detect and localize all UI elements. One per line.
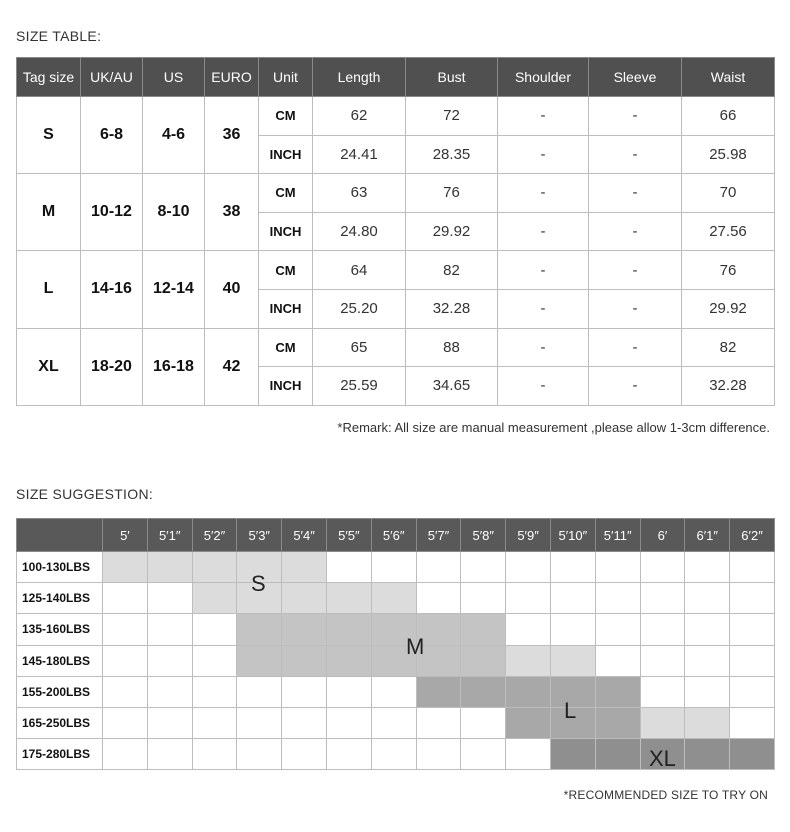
grid-cell bbox=[506, 583, 551, 614]
header-cell: Sleeve bbox=[589, 58, 682, 97]
weight-row bbox=[17, 676, 775, 707]
shoulder-cell: - bbox=[498, 97, 589, 136]
waist-cell: 29.92 bbox=[682, 289, 775, 328]
uk-au-cell: 6-8 bbox=[81, 97, 143, 174]
grid-cell bbox=[506, 614, 551, 645]
header-cell: Bust bbox=[406, 58, 498, 97]
grid-cell bbox=[595, 552, 640, 583]
height-header-cell: 5′ bbox=[103, 519, 148, 552]
bust-cell: 28.35 bbox=[406, 135, 498, 174]
weight-label-cell: 100-130LBS bbox=[17, 552, 103, 583]
sleeve-cell: - bbox=[589, 135, 682, 174]
waist-cell: 82 bbox=[682, 328, 775, 367]
size-table-title: SIZE TABLE: bbox=[16, 28, 102, 44]
grid-cell bbox=[640, 552, 685, 583]
unit-cell: CM bbox=[259, 174, 313, 213]
grid-cell bbox=[640, 583, 685, 614]
euro-cell: 36 bbox=[205, 97, 259, 174]
grid-cell bbox=[550, 552, 595, 583]
zone-label-m: M bbox=[406, 634, 425, 659]
euro-cell: 38 bbox=[205, 174, 259, 251]
shoulder-cell: - bbox=[498, 367, 589, 406]
unit-cell: CM bbox=[259, 97, 313, 136]
grid-cell bbox=[326, 552, 371, 583]
weight-label-cell: 155-200LBS bbox=[17, 676, 103, 707]
shoulder-cell: - bbox=[498, 328, 589, 367]
grid-cell bbox=[461, 676, 506, 707]
grid-cell bbox=[595, 739, 640, 770]
grid-cell bbox=[550, 645, 595, 676]
tag-size-cell: L bbox=[17, 251, 81, 328]
size-suggestion-grid bbox=[16, 518, 775, 770]
grid-cell bbox=[147, 583, 192, 614]
grid-cell bbox=[506, 552, 551, 583]
remark-note: *Remark: All size are manual measurement ,please allow 1-3cm difference. bbox=[337, 420, 770, 435]
grid-cell bbox=[192, 552, 237, 583]
length-cell: 64 bbox=[313, 251, 406, 290]
grid-cell bbox=[506, 739, 551, 770]
bust-cell: 34.65 bbox=[406, 367, 498, 406]
grid-cell bbox=[685, 739, 730, 770]
grid-cell bbox=[282, 552, 327, 583]
shoulder-cell: - bbox=[498, 289, 589, 328]
sleeve-cell: - bbox=[589, 289, 682, 328]
grid-cell bbox=[326, 583, 371, 614]
grid-cell bbox=[550, 614, 595, 645]
weight-row bbox=[17, 614, 775, 645]
grid-cell bbox=[685, 645, 730, 676]
grid-cell bbox=[730, 645, 775, 676]
height-header-cell: 5′4″ bbox=[282, 519, 327, 552]
waist-cell: 27.56 bbox=[682, 212, 775, 251]
us-cell: 12-14 bbox=[143, 251, 205, 328]
height-header-cell: 5′6″ bbox=[371, 519, 416, 552]
table-row bbox=[17, 174, 775, 213]
bust-cell: 72 bbox=[406, 97, 498, 136]
grid-cell bbox=[730, 583, 775, 614]
bust-cell: 82 bbox=[406, 251, 498, 290]
sleeve-cell: - bbox=[589, 174, 682, 213]
grid-cell bbox=[416, 707, 461, 738]
tag-size-cell: XL bbox=[17, 328, 81, 405]
grid-cell bbox=[640, 707, 685, 738]
weight-label-cell: 145-180LBS bbox=[17, 645, 103, 676]
header-cell: Waist bbox=[682, 58, 775, 97]
height-header-cell: 5′1″ bbox=[147, 519, 192, 552]
grid-cell bbox=[192, 707, 237, 738]
grid-cell bbox=[326, 645, 371, 676]
grid-cell bbox=[595, 676, 640, 707]
grid-cell bbox=[103, 707, 148, 738]
grid-cell bbox=[147, 614, 192, 645]
size-table-header-row bbox=[17, 58, 775, 97]
grid-cell bbox=[461, 583, 506, 614]
weight-label-cell: 165-250LBS bbox=[17, 707, 103, 738]
grid-cell bbox=[192, 583, 237, 614]
height-header-cell: 6′ bbox=[640, 519, 685, 552]
grid-cell bbox=[192, 614, 237, 645]
grid-cell bbox=[371, 552, 416, 583]
grid-cell bbox=[103, 739, 148, 770]
length-cell: 25.59 bbox=[313, 367, 406, 406]
sleeve-cell: - bbox=[589, 367, 682, 406]
grid-cell bbox=[237, 739, 282, 770]
weight-label-cell: 175-280LBS bbox=[17, 739, 103, 770]
header-cell: Unit bbox=[259, 58, 313, 97]
grid-cell bbox=[103, 552, 148, 583]
uk-au-cell: 14-16 bbox=[81, 251, 143, 328]
grid-cell bbox=[461, 552, 506, 583]
table-row bbox=[17, 328, 775, 367]
header-cell: US bbox=[143, 58, 205, 97]
tag-size-cell: S bbox=[17, 97, 81, 174]
tag-size-cell: M bbox=[17, 174, 81, 251]
bust-cell: 88 bbox=[406, 328, 498, 367]
recommend-note: *RECOMMENDED SIZE TO TRY ON bbox=[563, 788, 768, 802]
bust-cell: 76 bbox=[406, 174, 498, 213]
euro-cell: 40 bbox=[205, 251, 259, 328]
height-header-cell: 5′8″ bbox=[461, 519, 506, 552]
header-cell: EURO bbox=[205, 58, 259, 97]
unit-cell: CM bbox=[259, 251, 313, 290]
grid-cell bbox=[192, 739, 237, 770]
length-cell: 65 bbox=[313, 328, 406, 367]
grid-cell bbox=[506, 645, 551, 676]
height-header-cell: 5′10″ bbox=[550, 519, 595, 552]
waist-cell: 25.98 bbox=[682, 135, 775, 174]
height-header-cell: 5′9″ bbox=[506, 519, 551, 552]
grid-cell bbox=[326, 614, 371, 645]
grid-cell bbox=[237, 645, 282, 676]
weight-label-cell: 125-140LBS bbox=[17, 583, 103, 614]
us-cell: 16-18 bbox=[143, 328, 205, 405]
grid-cell bbox=[730, 707, 775, 738]
shoulder-cell: - bbox=[498, 212, 589, 251]
grid-cell bbox=[103, 614, 148, 645]
size-table bbox=[16, 57, 775, 406]
weight-row bbox=[17, 552, 775, 583]
waist-cell: 76 bbox=[682, 251, 775, 290]
grid-cell bbox=[192, 645, 237, 676]
height-header-cell: 5′11″ bbox=[595, 519, 640, 552]
grid-cell bbox=[595, 614, 640, 645]
grid-cell bbox=[640, 614, 685, 645]
shoulder-cell: - bbox=[498, 135, 589, 174]
unit-cell: INCH bbox=[259, 212, 313, 251]
weight-row bbox=[17, 583, 775, 614]
shoulder-cell: - bbox=[498, 174, 589, 213]
zone-label-xl: XL bbox=[649, 746, 676, 771]
grid-cell bbox=[371, 676, 416, 707]
length-cell: 63 bbox=[313, 174, 406, 213]
grid-cell bbox=[371, 583, 416, 614]
grid-cell bbox=[730, 676, 775, 707]
sleeve-cell: - bbox=[589, 328, 682, 367]
weight-row bbox=[17, 707, 775, 738]
suggestion-header-row bbox=[17, 519, 775, 552]
grid-cell bbox=[595, 707, 640, 738]
unit-cell: INCH bbox=[259, 367, 313, 406]
table-row bbox=[17, 251, 775, 290]
header-cell: Tag size bbox=[17, 58, 81, 97]
corner-cell bbox=[17, 519, 103, 552]
height-header-cell: 6′2″ bbox=[730, 519, 775, 552]
grid-cell bbox=[237, 676, 282, 707]
grid-cell bbox=[371, 739, 416, 770]
grid-cell bbox=[147, 707, 192, 738]
grid-cell bbox=[103, 645, 148, 676]
grid-cell bbox=[326, 739, 371, 770]
grid-cell bbox=[371, 707, 416, 738]
grid-cell bbox=[282, 676, 327, 707]
zone-label-s: S bbox=[251, 571, 266, 596]
weight-row bbox=[17, 645, 775, 676]
grid-cell bbox=[282, 645, 327, 676]
unit-cell: INCH bbox=[259, 289, 313, 328]
grid-cell bbox=[282, 739, 327, 770]
weight-label-cell: 135-160LBS bbox=[17, 614, 103, 645]
grid-cell bbox=[147, 676, 192, 707]
length-cell: 24.80 bbox=[313, 212, 406, 251]
height-header-cell: 5′3″ bbox=[237, 519, 282, 552]
length-cell: 24.41 bbox=[313, 135, 406, 174]
sleeve-cell: - bbox=[589, 97, 682, 136]
grid-cell bbox=[506, 676, 551, 707]
height-header-cell: 5′5″ bbox=[326, 519, 371, 552]
grid-cell bbox=[685, 614, 730, 645]
euro-cell: 42 bbox=[205, 328, 259, 405]
grid-cell bbox=[595, 645, 640, 676]
header-cell: Length bbox=[313, 58, 406, 97]
zone-label-l: L bbox=[564, 698, 577, 723]
grid-cell bbox=[461, 645, 506, 676]
height-header-cell: 5′2″ bbox=[192, 519, 237, 552]
grid-cell bbox=[416, 552, 461, 583]
grid-cell bbox=[237, 707, 282, 738]
grid-cell bbox=[595, 583, 640, 614]
waist-cell: 32.28 bbox=[682, 367, 775, 406]
bust-cell: 29.92 bbox=[406, 212, 498, 251]
bust-cell: 32.28 bbox=[406, 289, 498, 328]
unit-cell: CM bbox=[259, 328, 313, 367]
height-header-cell: 6′1″ bbox=[685, 519, 730, 552]
grid-cell bbox=[103, 583, 148, 614]
grid-cell bbox=[461, 707, 506, 738]
sleeve-cell: - bbox=[589, 212, 682, 251]
grid-cell bbox=[685, 552, 730, 583]
us-cell: 8-10 bbox=[143, 174, 205, 251]
grid-cell bbox=[282, 583, 327, 614]
grid-cell bbox=[326, 707, 371, 738]
grid-cell bbox=[282, 614, 327, 645]
grid-cell bbox=[147, 645, 192, 676]
shoulder-cell: - bbox=[498, 251, 589, 290]
grid-cell bbox=[416, 583, 461, 614]
grid-cell bbox=[685, 583, 730, 614]
us-cell: 4-6 bbox=[143, 97, 205, 174]
grid-cell bbox=[640, 645, 685, 676]
grid-cell bbox=[550, 739, 595, 770]
header-cell: UK/AU bbox=[81, 58, 143, 97]
grid-cell bbox=[192, 676, 237, 707]
grid-cell bbox=[147, 552, 192, 583]
table-row bbox=[17, 97, 775, 136]
grid-cell bbox=[685, 707, 730, 738]
grid-cell bbox=[282, 707, 327, 738]
grid-cell bbox=[416, 676, 461, 707]
grid-cell bbox=[685, 676, 730, 707]
grid-cell bbox=[506, 707, 551, 738]
waist-cell: 70 bbox=[682, 174, 775, 213]
header-cell: Shoulder bbox=[498, 58, 589, 97]
length-cell: 62 bbox=[313, 97, 406, 136]
grid-cell bbox=[147, 739, 192, 770]
grid-cell bbox=[730, 614, 775, 645]
length-cell: 25.20 bbox=[313, 289, 406, 328]
sleeve-cell: - bbox=[589, 251, 682, 290]
grid-cell bbox=[416, 739, 461, 770]
uk-au-cell: 18-20 bbox=[81, 328, 143, 405]
unit-cell: INCH bbox=[259, 135, 313, 174]
waist-cell: 66 bbox=[682, 97, 775, 136]
grid-cell bbox=[326, 676, 371, 707]
grid-cell bbox=[730, 739, 775, 770]
grid-cell bbox=[103, 676, 148, 707]
grid-cell bbox=[640, 676, 685, 707]
height-header-cell: 5′7″ bbox=[416, 519, 461, 552]
uk-au-cell: 10-12 bbox=[81, 174, 143, 251]
grid-cell bbox=[730, 552, 775, 583]
grid-cell bbox=[237, 614, 282, 645]
grid-cell bbox=[461, 614, 506, 645]
grid-cell bbox=[550, 583, 595, 614]
size-suggestion-title: SIZE SUGGESTION: bbox=[16, 486, 154, 502]
grid-cell bbox=[461, 739, 506, 770]
